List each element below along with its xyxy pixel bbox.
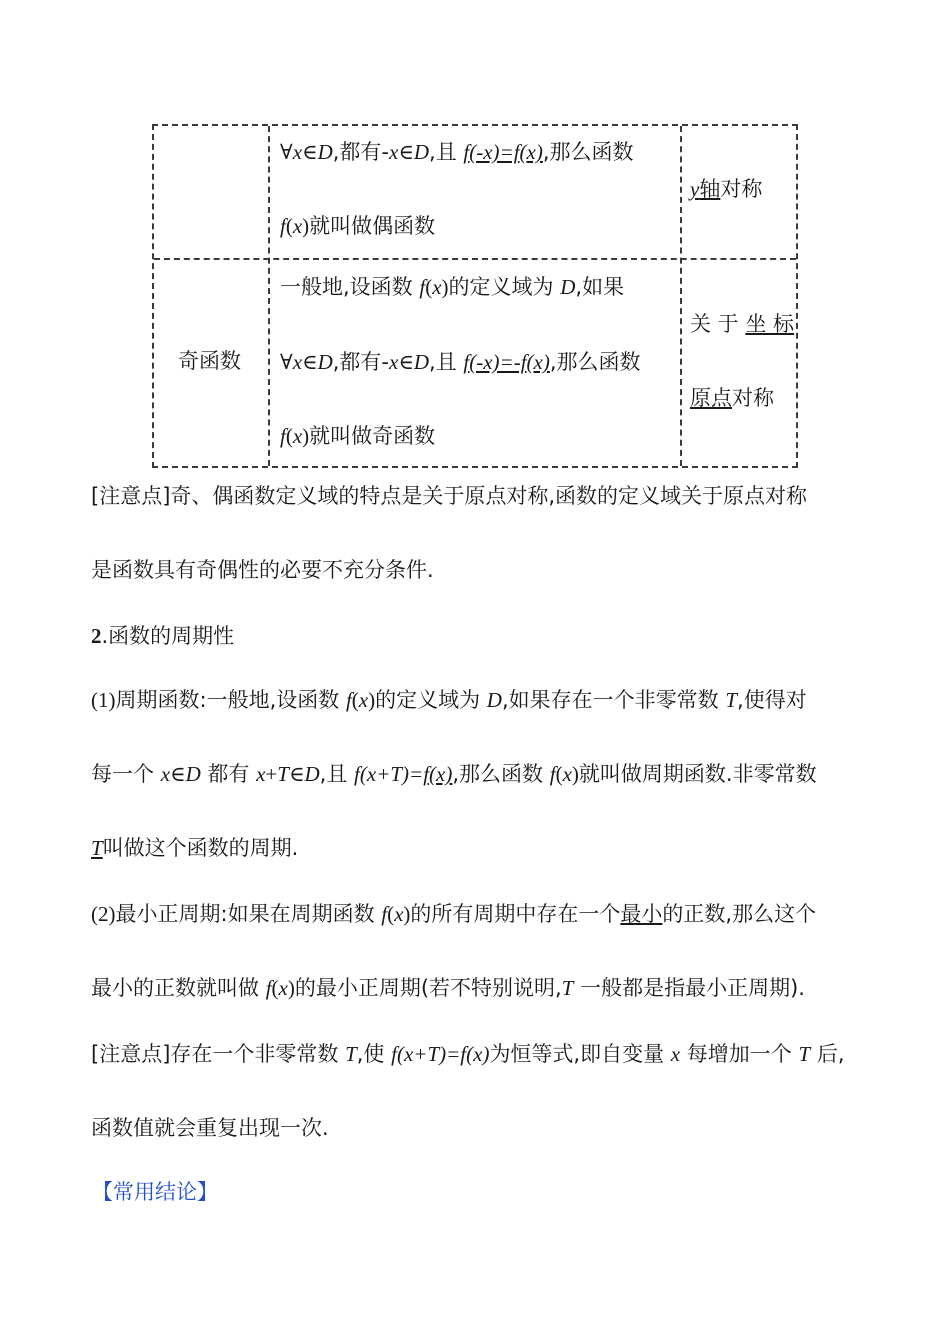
even-symmetry: y轴对称 <box>690 177 763 201</box>
section-2-heading: 2.函数的周期性 <box>91 624 235 648</box>
even-condition-blank: f(-x)=f(x) <box>463 140 543 164</box>
note-2-line-2: 函数值就会重复出现一次. <box>91 1116 329 1140</box>
periodic-def-line-3: T叫做这个函数的周期. <box>91 836 299 860</box>
odd-symmetry-blank-2: 原点 <box>690 386 732 410</box>
table-row-divider <box>154 258 796 260</box>
min-blank: 最小 <box>620 902 663 926</box>
common-conclusions-heading: 【常用结论】 <box>92 1180 218 1204</box>
note-1-line-2: 是函数具有奇偶性的必要不充分条件. <box>91 558 434 582</box>
odd-def-line-1: 一般地,设函数 f(x)的定义域为 D,如果 <box>280 275 625 299</box>
odd-symmetry-line-2: 原点对称 <box>690 386 774 410</box>
even-symmetry-blank: y <box>690 177 700 201</box>
note-2-line-1: [注意点]存在一个非零常数 T,使 f(x+T)=f(x)为恒等式,即自变量 x 每增加一个 T 后, <box>91 1042 845 1066</box>
parity-table <box>152 124 798 468</box>
period-blank: T <box>91 836 103 860</box>
odd-symmetry-blank-1: 坐 标 <box>745 312 795 336</box>
periodic-def-line-2: 每一个 x∈D 都有 x+T∈D,且 f(x+T)=f(x),那么函数 f(x)就叫做周期函数.非零常数 <box>91 762 817 786</box>
periodic-condition-blank: f(x) <box>423 762 453 786</box>
odd-def-line-3: f(x)就叫做奇函数 <box>280 424 436 448</box>
table-col-divider-2 <box>680 126 682 466</box>
odd-def-line-2: ∀x∈D,都有-x∈D,且 f(-x)=-f(x),那么函数 <box>280 350 641 374</box>
odd-symmetry-line-1: 关 于 坐 标 <box>690 312 795 336</box>
even-def-line-2: f(x)就叫做偶函数 <box>280 214 436 238</box>
odd-function-label: 奇函数 <box>178 349 241 373</box>
note-1-line-1: [注意点]奇、偶函数定义域的特点是关于原点对称,函数的定义域关于原点对称 <box>91 484 808 508</box>
even-def-line-1: ∀x∈D,都有-x∈D,且 f(-x)=f(x),那么函数 <box>280 140 634 164</box>
table-col-divider-1 <box>268 126 270 466</box>
min-period-line-2: 最小的正数就叫做 f(x)的最小正周期(若不特别说明,T 一般都是指最小正周期). <box>91 976 805 1000</box>
odd-condition-blank: f(-x)=-f(x) <box>463 350 550 374</box>
min-period-line-1: (2)最小正周期:如果在周期函数 f(x)的所有周期中存在一个最小的正数,那么这个 <box>91 902 817 926</box>
periodic-def-line-1: (1)周期函数:一般地,设函数 f(x)的定义域为 D,如果存在一个非零常数 T,使得对 <box>91 688 807 712</box>
